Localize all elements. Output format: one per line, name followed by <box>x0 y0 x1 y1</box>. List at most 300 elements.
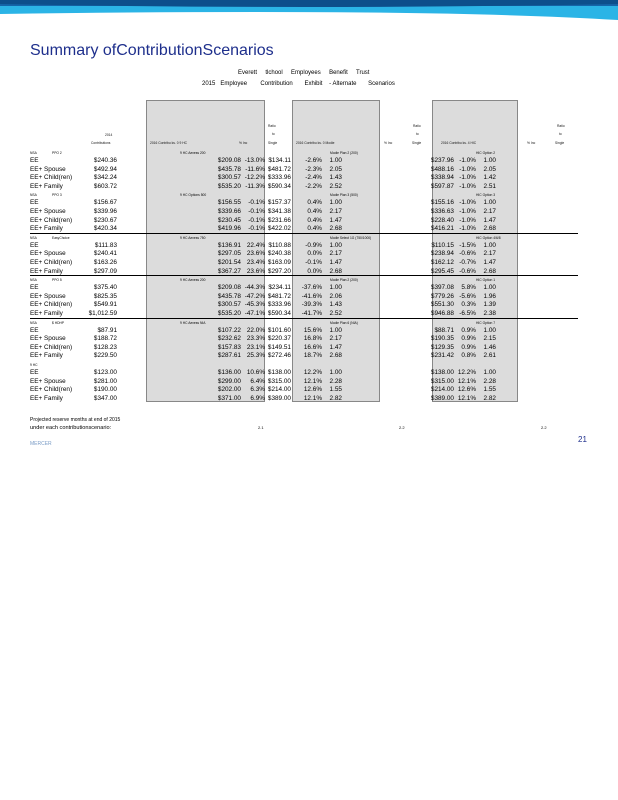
subtitle-line-1 <box>238 70 369 76</box>
cell-b: $157.37 <box>267 199 291 207</box>
section-header <box>30 191 590 199</box>
cell-a: $435.78 <box>217 165 241 173</box>
cell-label: EE+ Spouse <box>30 165 66 173</box>
cell-label: EE+ Spouse <box>30 335 66 343</box>
section-header-text: NSA <box>30 320 37 325</box>
section-header-text: PPO 3 <box>52 193 62 198</box>
section-header-text: HIC Option 4/6/8 <box>476 235 501 240</box>
cell-b-ratio: 1.47 <box>329 216 342 224</box>
section-header-text: Modie Select 1G (750/1000) <box>330 235 372 240</box>
subtitle-word: 2015 <box>202 81 216 87</box>
section-header-text: PPO 5 <box>52 278 62 283</box>
cell-c-ratio: 1.00 <box>483 157 496 164</box>
subtitle-word: Contribution <box>260 81 293 87</box>
cell-c2014: $188.72 <box>93 335 117 343</box>
cell-c: $397.08 <box>430 284 454 292</box>
subtitle-word: Exhibit <box>304 81 323 87</box>
cell-a-pct: -0.1% <box>248 216 265 224</box>
cell-c: $389.00 <box>430 394 454 402</box>
cell-label: EE+ Spouse <box>30 250 66 258</box>
cell-a: $371.00 <box>217 394 241 402</box>
cell-a: $419.96 <box>217 225 241 233</box>
cell-c2014: $230.67 <box>93 216 117 224</box>
subtitle-word: tlchool <box>265 70 283 76</box>
section-header-text: NSA <box>30 278 37 283</box>
cell-a: $535.20 <box>217 310 241 317</box>
cell-c2014: $375.40 <box>93 284 117 292</box>
cell-c-pct: -1.5% <box>459 241 476 249</box>
cell-c: $238.94 <box>430 250 454 258</box>
cell-b: $163.09 <box>267 259 291 266</box>
table-row <box>30 335 590 343</box>
cell-c-pct: -1.0% <box>459 216 476 224</box>
cell-c: $162.12 <box>430 259 454 266</box>
cell-label: EE <box>30 241 39 249</box>
cell-c2014: $1,012.59 <box>88 310 117 317</box>
cell-a: $299.00 <box>217 377 241 385</box>
header-ratio-a-2: to <box>272 132 275 136</box>
header-col-b-pct: % Inc <box>384 141 393 145</box>
section-header-text: Modie Plan 3 (500) <box>330 193 358 198</box>
cell-b-ratio: 2.06 <box>329 292 342 300</box>
cell-a: $367.27 <box>217 267 241 275</box>
table-row <box>30 301 590 309</box>
cell-c-pct: -5.6% <box>459 292 476 300</box>
cell-b-pct: 0.4% <box>307 225 322 233</box>
cell-c-ratio: 1.00 <box>483 369 496 376</box>
cell-label: EE+ Family <box>30 225 63 233</box>
cell-c2014: $342.24 <box>93 174 117 182</box>
cell-b: $297.20 <box>267 267 291 275</box>
cell-c-pct: 5.8% <box>461 284 476 292</box>
cell-c2014: $229.50 <box>93 352 117 360</box>
cell-c-ratio: 2.82 <box>483 394 496 402</box>
table-row <box>30 386 590 394</box>
cell-b: $422.02 <box>267 225 291 233</box>
cell-c-ratio: 1.46 <box>483 343 496 351</box>
cell-c2014: $603.72 <box>93 182 117 190</box>
cell-b-pct: 0.4% <box>307 216 322 224</box>
cell-c-ratio: 2.17 <box>483 250 496 258</box>
cell-label: EE+ Spouse <box>30 292 66 300</box>
cell-c-ratio: 1.55 <box>483 386 496 394</box>
cell-b: $272.46 <box>267 352 291 360</box>
cell-c: $190.35 <box>430 335 454 343</box>
cell-b-pct: 16.6% <box>303 343 322 351</box>
cell-b: $134.11 <box>268 157 291 164</box>
cell-a-pct: 25.3% <box>246 352 265 360</box>
header-col-c: 2016 Contribu ks. 4 HIC <box>441 141 477 145</box>
cell-a-pct: -47.1% <box>244 310 265 317</box>
cell-label: EE <box>30 199 39 207</box>
cell-c-pct: 0.9% <box>461 343 476 351</box>
cell-c2014: $87.91 <box>97 326 117 334</box>
table-row <box>30 344 590 352</box>
section-header <box>30 319 590 327</box>
cell-b-ratio: 1.47 <box>329 343 342 351</box>
header-ratio-b-3: Single <box>412 141 422 145</box>
cell-c-pct: -1.0% <box>459 225 476 233</box>
section-header-text: 9 HC Options 500 <box>180 193 207 198</box>
cell-b: $333.96 <box>267 174 291 182</box>
cell-label: EE+ Child(ren) <box>30 301 73 309</box>
cell-label: EE+ Child(ren) <box>30 174 73 182</box>
cell-b-ratio: 1.00 <box>329 326 342 334</box>
cell-b-pct: -2.3% <box>305 165 322 173</box>
cell-b-ratio: 1.00 <box>329 241 342 249</box>
cell-a: $300.57 <box>217 174 241 182</box>
header-ratio-c-3: Single <box>555 141 565 145</box>
cell-b: $110.88 <box>268 241 291 249</box>
cell-c2014: $347.00 <box>93 394 117 402</box>
cell-c-ratio: 1.42 <box>483 174 496 182</box>
cell-c-ratio: 2.28 <box>483 377 496 385</box>
page-number: 21 <box>578 435 587 444</box>
header-ratio-c-2: to <box>559 132 562 136</box>
cell-a-pct: 10.6% <box>246 369 265 376</box>
cell-label: EE+ Child(ren) <box>30 386 73 394</box>
section-header-text: 9 HC Aexess 750 <box>180 235 206 240</box>
cell-label: EE+ Family <box>30 310 63 317</box>
table-row <box>30 395 590 403</box>
cell-c-pct: -1.0% <box>459 199 476 207</box>
cell-c: $946.88 <box>430 310 454 317</box>
cell-c-ratio: 1.47 <box>483 216 496 224</box>
cell-c: $488.16 <box>430 165 454 173</box>
cell-b: $389.00 <box>267 394 291 402</box>
cell-b-ratio: 1.00 <box>329 157 342 164</box>
cell-b-pct: -41.7% <box>301 310 322 317</box>
subtitle-word: Trust <box>356 70 370 76</box>
cell-b-ratio: 2.28 <box>329 377 342 385</box>
cell-b: $234.11 <box>268 284 291 292</box>
header-ratio-a-3: Single <box>268 141 278 145</box>
cell-c-pct: 0.8% <box>461 352 476 360</box>
section-header-text: HIC Option 7 <box>476 320 496 325</box>
section-header-text: NSA <box>30 193 37 198</box>
cell-a: $435.78 <box>217 292 241 300</box>
cell-b-ratio: 1.55 <box>329 386 342 394</box>
cell-a-pct: 6.9% <box>250 394 265 402</box>
table-row <box>30 378 590 386</box>
table-row <box>30 352 590 360</box>
cell-b: $231.66 <box>267 216 291 224</box>
section-header-text: NSA <box>30 151 37 155</box>
cell-c: $338.94 <box>430 174 454 182</box>
cell-label: EE+ Family <box>30 352 63 360</box>
cell-c-pct: 12.1% <box>457 377 476 385</box>
cell-a-pct: 23.1% <box>246 343 265 351</box>
subtitle-line-2 <box>202 81 395 87</box>
cell-b-pct: 18.7% <box>303 352 322 360</box>
table-row <box>30 293 590 301</box>
section-header-text: Modie Plan 6 (NIA) <box>330 320 358 325</box>
cell-c: $155.16 <box>430 199 454 207</box>
cell-b: $149.51 <box>267 343 291 351</box>
cell-b-ratio: 1.47 <box>329 259 342 266</box>
cell-a-pct: -11.3% <box>245 182 265 190</box>
footer-note: Projected reserve months at end of 2015 <box>30 417 121 423</box>
cell-c: $110.15 <box>431 241 454 249</box>
cell-b: $240.38 <box>267 250 291 258</box>
section-header-text: Modie Plan 2 (200) <box>330 151 358 155</box>
footer-value-3: 2.2 <box>541 425 547 430</box>
cell-c: $228.40 <box>430 216 454 224</box>
cell-c-ratio: 2.68 <box>483 267 496 275</box>
cell-c-pct: -6.5% <box>459 310 476 317</box>
table-row <box>30 217 590 225</box>
cell-b-ratio: 2.68 <box>329 225 342 233</box>
cell-a-pct: 6.4% <box>250 377 265 385</box>
cell-c2014: $111.83 <box>94 241 117 249</box>
header-contributions: Contributions <box>91 141 111 145</box>
cell-c: $138.00 <box>430 369 454 376</box>
cell-b-pct: 0.4% <box>307 199 322 207</box>
section-header-text: 9 HC Aexess NIA <box>180 320 206 325</box>
cell-c2014: $240.41 <box>93 250 117 258</box>
cell-a: $202.00 <box>217 386 241 394</box>
cell-a-pct: 23.4% <box>246 259 265 266</box>
table-row <box>30 259 590 267</box>
cell-c-ratio: 2.61 <box>483 352 496 360</box>
header-ratio-b-1: Ratio <box>413 124 421 128</box>
cell-b-ratio: 1.00 <box>329 199 342 207</box>
cell-b: $138.00 <box>267 369 291 376</box>
section-header-text: HIC Option 2 <box>476 151 496 155</box>
header-banner <box>0 0 618 22</box>
cell-a-pct: -0.1% <box>248 199 265 207</box>
cell-c-ratio: 2.15 <box>483 335 496 343</box>
cell-b-pct: 12.1% <box>303 377 322 385</box>
header-col-a-pct: % Inc <box>239 141 248 145</box>
banner-graphic <box>0 0 618 22</box>
table-row <box>30 174 590 182</box>
cell-c-ratio: 1.47 <box>483 259 496 266</box>
cell-a-pct: -13.0% <box>244 157 265 164</box>
section-header-text: HIC Option 3 <box>476 193 496 198</box>
cell-a-pct: -47.2% <box>244 292 265 300</box>
cell-c-pct: -0.7% <box>459 259 476 266</box>
cell-b: $214.00 <box>267 386 291 394</box>
cell-a: $297.05 <box>217 250 241 258</box>
cell-c2014: $240.36 <box>93 157 117 164</box>
cell-c2014: $190.00 <box>93 386 117 394</box>
subtitle-word: Employees <box>291 70 321 76</box>
cell-c2014: $825.35 <box>93 292 117 300</box>
cell-c-pct: 12.2% <box>457 369 476 376</box>
section-header-text: PPO 2 <box>52 151 62 155</box>
section-header-text: 9 HC Aexess 200 <box>180 278 206 283</box>
cell-c: $295.45 <box>430 267 454 275</box>
cell-b-pct: -37.6% <box>301 284 322 292</box>
cell-c-pct: -0.6% <box>459 250 476 258</box>
cell-b-pct: 12.6% <box>303 386 322 394</box>
cell-label: EE+ Spouse <box>30 377 66 385</box>
cell-b-ratio: 1.43 <box>329 301 342 309</box>
table-row <box>30 199 590 207</box>
cell-c: $336.63 <box>430 208 454 215</box>
cell-c-pct: 12.1% <box>457 394 476 402</box>
cell-c-ratio: 2.17 <box>483 208 496 215</box>
cell-a-pct: -44.3% <box>244 284 265 292</box>
cell-b-pct: 0.0% <box>307 267 322 275</box>
cell-a-pct: -12.2% <box>244 174 265 182</box>
cell-a-pct: -0.1% <box>248 225 265 233</box>
cell-a: $287.61 <box>217 352 241 360</box>
cell-c-ratio: 1.00 <box>483 199 496 207</box>
cell-a: $136.91 <box>217 241 241 249</box>
cell-c2014: $339.96 <box>93 208 117 215</box>
cell-c-pct: -0.6% <box>459 267 476 275</box>
cell-a-pct: -0.1% <box>248 208 265 215</box>
cell-c2014: $163.26 <box>93 259 117 266</box>
cell-c-ratio: 1.39 <box>483 301 496 309</box>
cell-b-ratio: 1.00 <box>329 369 342 376</box>
table-row <box>30 208 590 216</box>
cell-a: $230.45 <box>217 216 241 224</box>
cell-c-pct: -1.0% <box>459 174 476 182</box>
cell-c-pct: 0.3% <box>461 301 476 309</box>
cell-c-ratio: 2.38 <box>483 310 496 317</box>
cell-a: $339.66 <box>217 208 241 215</box>
cell-b-pct: 16.8% <box>303 335 322 343</box>
cell-b-pct: 0.4% <box>307 208 322 215</box>
cell-c: $237.96 <box>430 157 454 164</box>
header-ratio-c-1: Ratio <box>557 124 565 128</box>
cell-c-ratio: 2.51 <box>483 182 496 190</box>
cell-a-pct: -11.6% <box>245 165 265 173</box>
header-2014: 2014 <box>105 133 113 137</box>
cell-a: $201.54 <box>217 259 241 266</box>
cell-b-ratio: 2.82 <box>329 394 342 402</box>
cell-c-ratio: 1.00 <box>483 241 496 249</box>
cell-a: $209.08 <box>217 157 241 164</box>
cell-label: EE+ Child(ren) <box>30 343 73 351</box>
cell-a: $300.57 <box>217 301 241 309</box>
table-row <box>30 166 590 174</box>
section-header <box>30 149 590 157</box>
cell-c: $214.00 <box>430 386 454 394</box>
cell-c-pct: 0.9% <box>461 335 476 343</box>
cell-a-pct: 23.6% <box>246 250 265 258</box>
footer-value-1: 2.1 <box>258 425 264 430</box>
cell-c: $597.87 <box>430 182 454 190</box>
cell-b-ratio: 2.68 <box>329 267 342 275</box>
cell-a-pct: 23.3% <box>246 335 265 343</box>
cell-b-pct: -0.9% <box>305 241 322 249</box>
cell-c-ratio: 1.00 <box>483 326 496 334</box>
cell-b: $341.38 <box>267 208 291 215</box>
header-col-b: 2016 Contribu ks. 0 Modie <box>296 141 335 145</box>
cell-b-pct: 12.1% <box>303 394 322 402</box>
section-header-text: NSA <box>30 235 37 240</box>
cell-a-pct: 22.0% <box>246 326 265 334</box>
footer-value-2: 2.2 <box>399 425 405 430</box>
cell-label: EE+ Family <box>30 267 63 275</box>
cell-c-ratio: 1.00 <box>483 284 496 292</box>
cell-c: $551.30 <box>430 301 454 309</box>
section-header <box>30 276 590 284</box>
header-col-a: 2016 Contribu ks. 0 9 HC <box>150 141 188 145</box>
cell-label: EE <box>30 284 39 292</box>
cell-b-pct: -39.3% <box>301 301 322 309</box>
cell-b-pct: -2.2% <box>305 182 322 190</box>
cell-b-pct: 12.2% <box>303 369 322 376</box>
cell-c2014: $281.00 <box>93 377 117 385</box>
cell-c-pct: -1.0% <box>459 182 476 190</box>
cell-label: EE <box>30 157 39 164</box>
cell-a: $136.00 <box>217 369 241 376</box>
cell-c-ratio: 2.68 <box>483 225 496 233</box>
cell-label: EE+ Spouse <box>30 208 66 215</box>
cell-b-ratio: 2.17 <box>329 335 342 343</box>
cell-b-ratio: 2.52 <box>329 182 342 190</box>
section-header-text: HIC Option 1 <box>476 278 496 283</box>
cell-c: $416.21 <box>430 225 454 233</box>
cell-b-ratio: 1.00 <box>329 284 342 292</box>
cell-b-pct: 15.6% <box>303 326 322 334</box>
cell-a-pct: 22.4% <box>246 241 265 249</box>
cell-b-ratio: 1.43 <box>329 174 342 182</box>
header-col-c-pct: % Inc <box>527 141 536 145</box>
cell-c: $88.71 <box>434 326 454 334</box>
mercer-logo: MERCER <box>30 441 52 447</box>
subtitle-word: Scenarios <box>368 81 395 87</box>
cell-b-ratio: 2.17 <box>329 208 342 215</box>
section-header-text: EasyChoice <box>52 235 70 240</box>
cell-b: $101.60 <box>267 326 291 334</box>
cell-c: $129.35 <box>430 343 454 351</box>
cell-label: EE+ Family <box>30 394 63 402</box>
cell-c-pct: -1.0% <box>459 208 476 215</box>
cell-label: EE+ Child(ren) <box>30 216 73 224</box>
cell-c2014: $492.94 <box>93 165 117 173</box>
cell-b-ratio: 2.17 <box>329 250 342 258</box>
cell-c2014: $156.67 <box>93 199 117 207</box>
table-row <box>30 242 590 250</box>
cell-a: $232.62 <box>217 335 241 343</box>
section-header-text: 9 HC Aexess 200 <box>180 151 206 155</box>
cell-b-pct: -0.1% <box>305 259 322 266</box>
cell-a-pct: 6.3% <box>250 386 265 394</box>
section-header-text: Modie Plan 2 (200) <box>330 278 358 283</box>
subtitle-word: - Alternate <box>329 81 357 87</box>
cell-b-pct: -41.6% <box>301 292 322 300</box>
cell-b-ratio: 2.05 <box>329 165 342 173</box>
cell-c2014: $420.34 <box>93 225 117 233</box>
table-row <box>30 327 590 335</box>
cell-a-pct: 23.6% <box>246 267 265 275</box>
table-row <box>30 284 590 292</box>
cell-b: $481.72 <box>267 292 291 300</box>
footer-under: under each contributionscenario: <box>30 425 112 431</box>
cell-b-ratio: 2.52 <box>329 310 342 317</box>
cell-b: $315.00 <box>267 377 291 385</box>
cell-c-pct: -1.0% <box>459 165 476 173</box>
table-row <box>30 157 590 165</box>
cell-label: EE+ Child(ren) <box>30 259 73 266</box>
section-header-text: 9 HC <box>30 363 38 367</box>
header-ratio-b-2: to <box>416 132 419 136</box>
section-header <box>30 234 590 242</box>
cell-b-ratio: 2.68 <box>329 352 342 360</box>
header-ratio-a-1: Ratio <box>268 124 276 128</box>
cell-c2014: $123.00 <box>93 369 117 376</box>
cell-c-pct: -1.0% <box>459 157 476 164</box>
cell-b-pct: -2.6% <box>305 157 322 164</box>
cell-c-pct: 12.6% <box>457 386 476 394</box>
cell-b-pct: 0.0% <box>307 250 322 258</box>
